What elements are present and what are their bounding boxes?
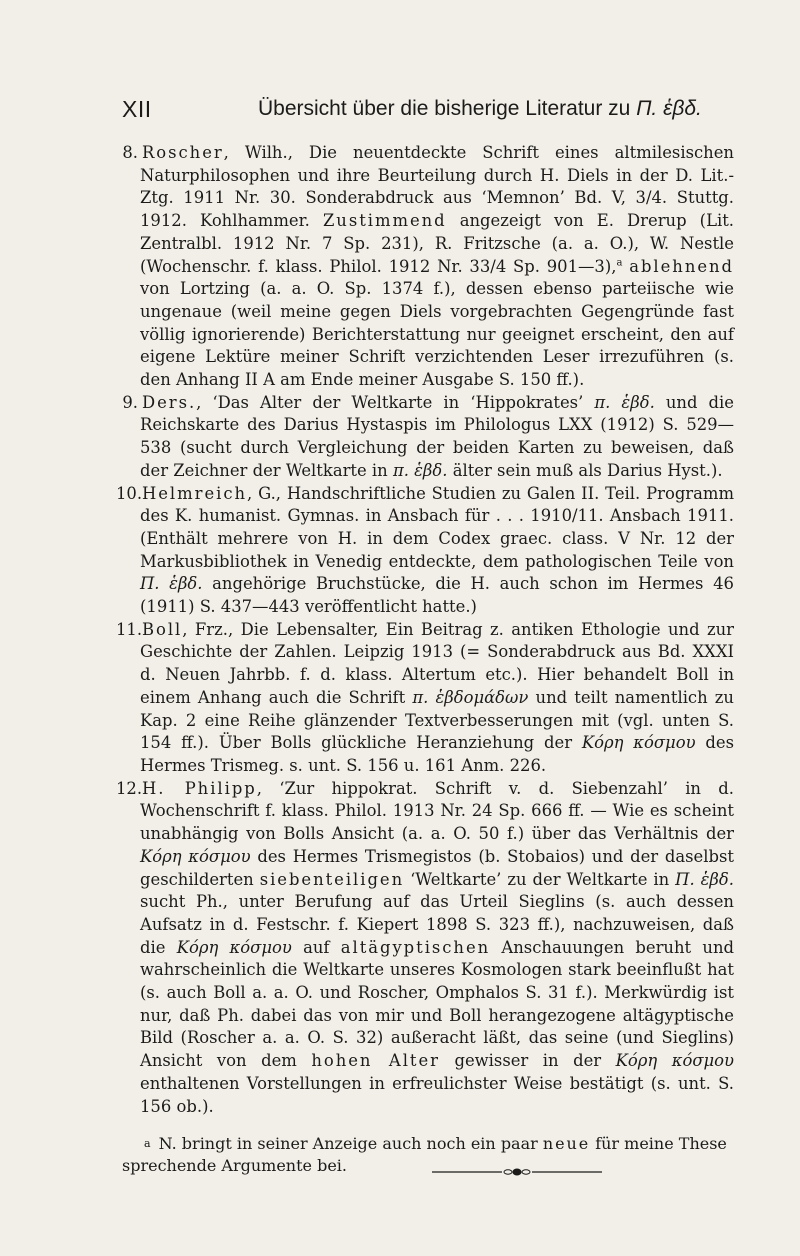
bibliography-list — [116, 142, 735, 1177]
footnote-reference: a — [616, 257, 623, 269]
running-header — [122, 96, 722, 130]
end-ornament — [432, 1166, 602, 1178]
entry-number: 11. — [116, 619, 143, 639]
page-number: XII — [122, 96, 152, 122]
entry-number: 9. — [122, 392, 138, 412]
entry-number: 8. — [122, 143, 138, 162]
bibliography-entry: 10. Helmreich, G., Handschriftliche Studien zu Galen II. Teil. Programm des K. humanist. Gymnas. in Ansbach für . . . 1910/11. Ansbach 1911. (Enthält mehrere von H. in dem Codex graec. class. V Nr. 12 der Markusbibliothek in Venedig entdeckte, dem pathologischen Teile von Π. ἑβδ. angehörige Bruchstücke, die H. auch schon im Hermes 46 (1911) S. 437—443 veröffentlicht hatte.) — [116, 483, 734, 617]
bibliography-entry: 12. H. Philipp, ‘Zur hippokrat. Schrift v. d. Siebenzahl’ in d. Wochenschrift f. klass. Philol. 1913 Nr. 24 Sp. 666 ff. — Wie es scheint unabhängig von Bolls Ansicht (a. a. O. 50 f.) über das Verhältnis der Κόρη κόσμου des Hermes Trismegistos (b. Stobaios) und der daselbst geschilderten siebenteiligen ‘Weltkarte’ zu der Weltkarte in Π. ἑβδ. sucht Ph., unter Berufung auf das Urteil Sieglins (s. auch dessen Aufsatz in d. Festschr. f. Kiepert 1898 S. 323 ff.), nachzuweisen, daß die Κόρη κόσμου auf altägyptischen Anschauungen beruht und wahrscheinlich die Weltkarte unseres Kosmologen stark beeinflußt hat (s. auch Boll a. a. O. und Roscher, Omphalos S. 31 f.). Merkwürdig ist nur, daß Ph. dabei das von mir und Boll herangezogene altägyptische Bild (Roscher a. a. O. S. 32) außeracht läßt, das seine (und Sieglins) Ansicht von dem hohen Alter gewisser in der Κόρη κόσμου enthaltenen Vorstellungen in erfreulichster Weise bestätigt (s. unt. S. 156 ob.). — [116, 778, 735, 1116]
bibliography-entry: 8. Roscher, Wilh., Die neuentdeckte Schrift eines altmilesischen Naturphilosophen und ihre Beurteilung durch H. Diels in der D. Lit.-Ztg. 1911 Nr. 30. Sonderabdruck aus ‘Memnon’ Bd. V, 3/4. Stuttg. 1912. Kohlhammer. Zustimmend angezeigt von E. Drerup (Lit. Zentralbl. 1912 Nr. 7 Sp. 231), R. Fritzsche (a. a. O.), W. Nestle (Wochenschr. f. klass. Philol. 1912 Nr. 33/4 Sp. 901—3),$^a$ ablehnend von Lortzing (a. a. O. Sp. 1374 f.), dessen ebenso parteiische wie ungenaue (weil meine gegen Diels vorgebrachten Gegengründe fast völlig ignorierende) Berichterstattung nur geeignet erscheint, den auf eigene Lektüre meiner Schrift verzichtenden Leser irrezuführen (s. den Anhang II A am Ende meiner Ausgabe S. 150 ff.). — [122, 142, 734, 392]
running-title: Übersicht über die bisherige Literatur zu Π. ἑβδ. — [258, 97, 702, 120]
entry-author: Boll — [142, 619, 183, 639]
footnote: a N. bringt in seiner Anzeige auch noch ein paar neue für meine These sprechende Argumente bei. — [122, 1134, 727, 1176]
entry-author: Ders. — [142, 392, 197, 412]
footnote-mark: a — [144, 1137, 151, 1151]
bibliography-entry: 11. Boll, Frz., Die Lebensalter, Ein Beitrag z. antiken Ethologie und zur Geschichte der Zahlen. Leipzig 1913 (= Sonderabdruck aus Bd. XXXI d. Neuen Jahrbb. f. d. klass. Altertum etc.). Hier behandelt Boll in einem Anhang auch die Schrift π. ἑβδομάδων und teilt namentlich zu Kap. 2 eine Reihe glänzender Textverbesserungen mit (vgl. unten S. 154 ff.). Über Bolls glückliche Heranziehung der Κόρη κόσμου des Hermes Trismeg. s. unt. S. 156 u. 161 Anm. 226. — [116, 619, 734, 775]
entry-number: 12. — [116, 778, 143, 798]
entry-number: 10. — [116, 483, 143, 503]
entry-author: H. Philipp — [142, 778, 257, 798]
entry-author: Helmreich — [142, 483, 248, 503]
entry-author: Roscher — [142, 143, 224, 162]
bibliography-entry: 9. Ders., ‘Das Alter der Weltkarte in ‘Hippokrates’ π. ἑβδ. und die Reichskarte des Darius Hystaspis im Philologus LXX (1912) S. 529—538 (sucht durch Vergleichung der beiden Karten zu beweisen, daß der Zeichner der Weltkarte in π. ἑβδ. älter sein muß als Darius Hyst.). — [122, 392, 734, 483]
